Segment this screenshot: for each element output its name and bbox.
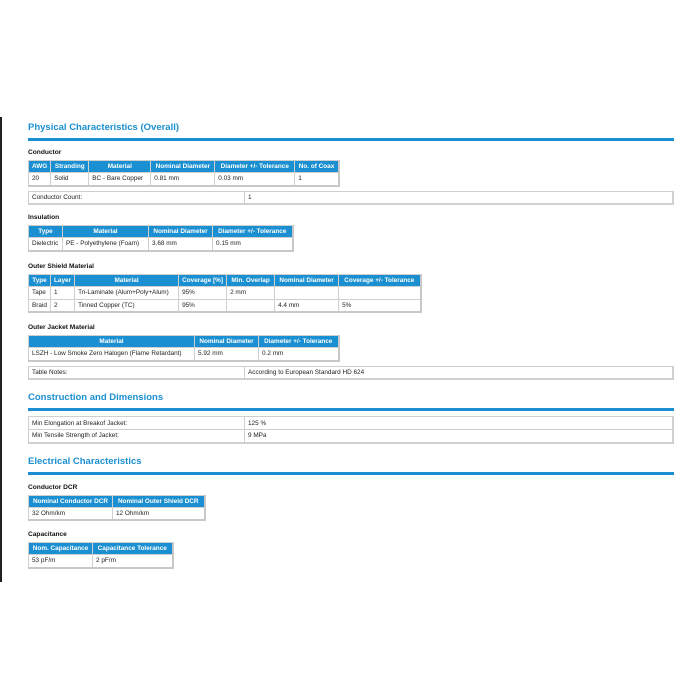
left-margin-rule (0, 117, 2, 582)
outer-shield-heading: Outer Shield Material (28, 262, 94, 270)
outer-shield-table (28, 274, 422, 314)
table-cell: 0.15 mm (213, 238, 293, 251)
table-cell: Tape (29, 286, 51, 299)
table-row (29, 173, 339, 186)
table-row (29, 417, 674, 430)
table-cell: 1 (295, 173, 339, 186)
outer-jacket-heading: Outer Jacket Material (28, 324, 95, 331)
column-header: AWG (29, 161, 51, 173)
column-header: Diameter +/- Tolerance (213, 226, 293, 238)
column-header: Nominal Diameter (149, 226, 213, 238)
table-cell: 3.68 mm (149, 238, 213, 251)
column-header: Nom. Capacitance (29, 543, 93, 555)
column-header: Nominal Conductor DCR (29, 495, 113, 507)
datasheet-content (28, 122, 674, 569)
outer-jacket-table (28, 335, 340, 362)
column-header: Min. Overlap (227, 274, 275, 286)
elongation-label: Min Elongation at Breakof Jacket: (29, 417, 245, 430)
section-divider (28, 408, 674, 411)
table-cell: 1 (51, 286, 75, 299)
conductor-count-table (28, 191, 674, 206)
table-notes-label: Table Notes: (29, 366, 245, 379)
column-header: Material (89, 161, 151, 173)
column-header: Material (75, 274, 179, 286)
construction-table (28, 416, 674, 444)
conductor-table (28, 160, 340, 187)
table-row (29, 507, 205, 520)
column-header: Diameter +/- Tolerance (259, 336, 339, 348)
table-cell (227, 299, 275, 312)
table-notes (28, 366, 674, 381)
column-header: Nominal Outer Shield DCR (113, 495, 205, 507)
table-cell: 4.4 mm (275, 299, 339, 312)
column-header: Coverage +/- Tolerance (339, 274, 421, 286)
table-header-row (29, 274, 421, 286)
table-cell: 2 pF/m (93, 555, 173, 568)
table-cell: Tinned Copper (TC) (75, 299, 179, 312)
table-cell: 95% (179, 286, 227, 299)
column-header: Coverage [%] (179, 274, 227, 286)
table-row (29, 191, 674, 204)
section-divider (28, 138, 674, 141)
table-cell: 0.2 mm (259, 348, 339, 361)
table-cell: 32 Ohm/km (29, 507, 113, 520)
table-cell: 95% (179, 299, 227, 312)
table-header-row (29, 336, 339, 348)
table-row (29, 555, 173, 568)
table-header-row (29, 495, 205, 507)
column-header: Type (29, 274, 51, 286)
electrical-section-title: Electrical Characteristics (28, 455, 142, 467)
table-cell: 5% (339, 299, 421, 312)
table-cell: LSZH - Low Smoke Zero Halogen (Flame Retardant) (29, 348, 195, 361)
column-header: Nominal Diameter (151, 161, 215, 173)
table-cell: 5.92 mm (195, 348, 259, 361)
table-cell: Dielectric (29, 238, 63, 251)
table-cell: BC - Bare Copper (89, 173, 151, 186)
table-cell: Braid (29, 299, 51, 312)
table-cell: PE - Polyethylene (Foam) (63, 238, 149, 251)
column-header: Capacitance Tolerance (93, 543, 173, 555)
column-header: No. of Coax (295, 161, 339, 173)
conductor-count-label: Conductor Count: (29, 191, 245, 204)
column-header: Stranding (51, 161, 89, 173)
table-row (29, 430, 674, 443)
table-cell (339, 286, 421, 299)
table-row (29, 366, 674, 379)
table-header-row (29, 226, 293, 238)
conductor-heading: Conductor (28, 149, 62, 156)
insulation-heading: Insulation (28, 214, 60, 221)
tensile-strength-value: 9 MPa (245, 430, 674, 443)
column-header: Layer (51, 274, 75, 286)
conductor-dcr-table (28, 495, 206, 522)
table-cell: Tri-Laminate (Alum+Poly+Alum) (75, 286, 179, 299)
table-notes-value: According to European Standard HD 624 (245, 366, 674, 379)
table-cell: Solid (51, 173, 89, 186)
physical-section-title: Physical Characteristics (Overall) (28, 122, 180, 133)
table-cell: 2 mm (227, 286, 275, 299)
elongation-value: 125 % (245, 417, 674, 430)
column-header: Diameter +/- Tolerance (215, 161, 295, 173)
table-header-row (29, 161, 339, 173)
column-header: Nominal Diameter (275, 274, 339, 286)
conductor-count-value: 1 (245, 191, 674, 204)
construction-section-title: Construction and Dimensions (28, 392, 164, 403)
column-header: Material (29, 336, 195, 348)
column-header: Type (29, 226, 63, 238)
table-header-row (29, 543, 173, 555)
column-header: Nominal Diameter (195, 336, 259, 348)
insulation-table (28, 225, 294, 252)
table-row (29, 348, 339, 361)
table-cell: 0.81 mm (151, 173, 215, 186)
table-cell: 2 (51, 299, 75, 312)
table-cell: 12 Ohm/km (113, 507, 205, 520)
capacitance-heading: Capacitance (28, 531, 67, 538)
table-cell: 0.03 mm (215, 173, 295, 186)
table-row (29, 286, 421, 299)
section-divider (28, 472, 674, 475)
table-row (29, 299, 421, 312)
table-cell: 20 (29, 173, 51, 186)
capacitance-table (28, 542, 174, 569)
table-cell: 53 pF/m (29, 555, 93, 568)
column-header: Material (63, 226, 149, 238)
conductor-dcr-heading: Conductor DCR (28, 483, 78, 491)
table-cell (275, 286, 339, 299)
tensile-strength-label: Min Tensile Strength of Jacket: (29, 430, 245, 443)
table-row (29, 238, 293, 251)
